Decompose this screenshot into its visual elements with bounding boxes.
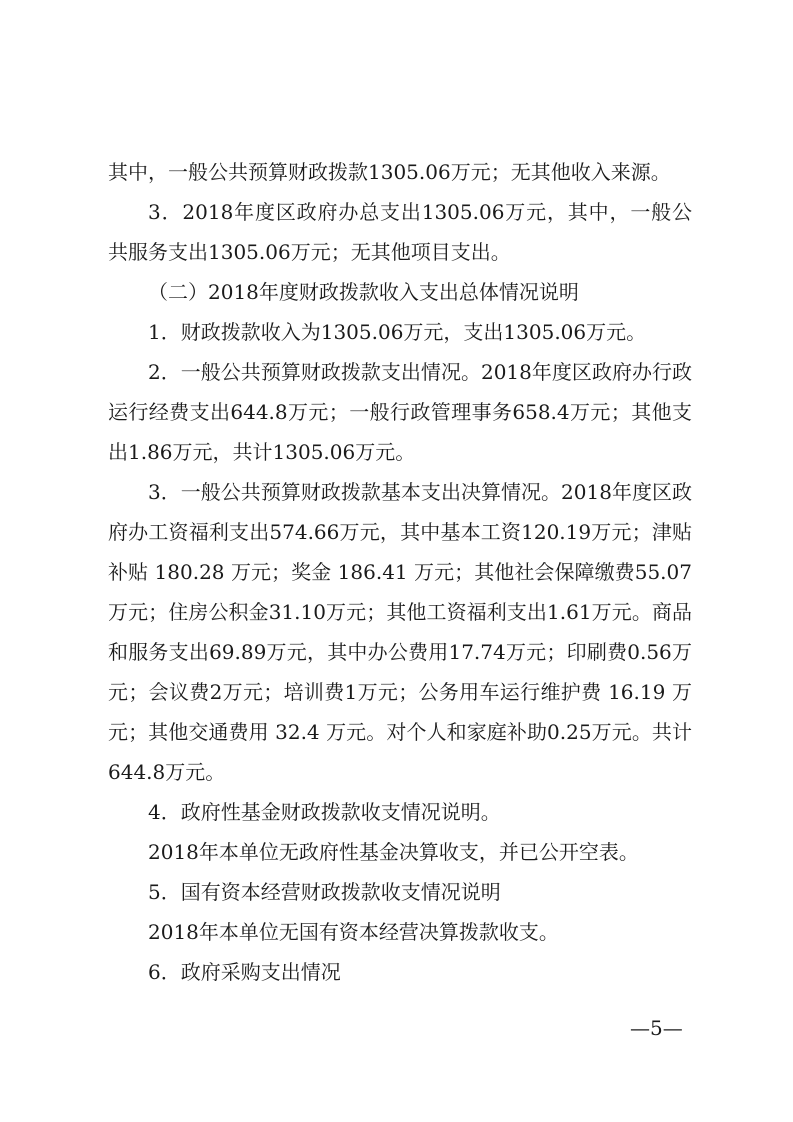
- paragraph-2: 3．2018年度区政府办总支出1305.06万元，其中，一般公共服务支出1305.06万元；无其他项目支出。: [108, 200, 692, 264]
- paragraph-9: 5．国有资本经营财政拨款收支情况说明: [148, 880, 501, 904]
- paragraph-5: 2．一般公共预算财政拨款支出情况。2018年度区政府办行政运行经费支出644.8万元；一般行政管理事务658.4万元；其他支出1.86万元，共计1305.06万元。: [108, 360, 692, 464]
- paragraph-10: 2018年本单位无国有资本经营决算拨款收支。: [148, 920, 559, 944]
- page-number: —5—: [630, 1016, 683, 1040]
- paragraph-1: 其中，一般公共预算财政拨款1305.06万元；无其他收入来源。: [108, 160, 671, 184]
- paragraph-11: 6．政府采购支出情况: [148, 960, 341, 984]
- paragraph-8: 2018年本单位无政府性基金决算收支，并已公开空表。: [148, 840, 639, 864]
- body-text: [108, 152, 692, 992]
- section-heading: （二）2018年度财政拨款收入支出总体情况说明: [148, 280, 579, 304]
- paragraph-4: 1．财政拨款收入为1305.06万元，支出1305.06万元。: [148, 320, 647, 344]
- paragraph-7: 4．政府性基金财政拨款收支情况说明。: [148, 800, 501, 824]
- paragraph-6: 3．一般公共预算财政拨款基本支出决算情况。2018年度区政府办工资福利支出574.66万元，其中基本工资120.19万元；津贴补贴 180.28 万元；奖金 186.41 万元；其他社会保障缴费55.07万元；住房公积金31.10万元；其他工资福利支出1.61万元。商品和服务支出69.89万元，其中办公费用17.74万元；印刷费0.56万元；会议费2万元；培训费1万元；公务用车运行维护费 16.19 万元；其他交通费用 32.4 万元。对个人和家庭补助0.25万元。共计644.8万元。: [108, 480, 692, 784]
